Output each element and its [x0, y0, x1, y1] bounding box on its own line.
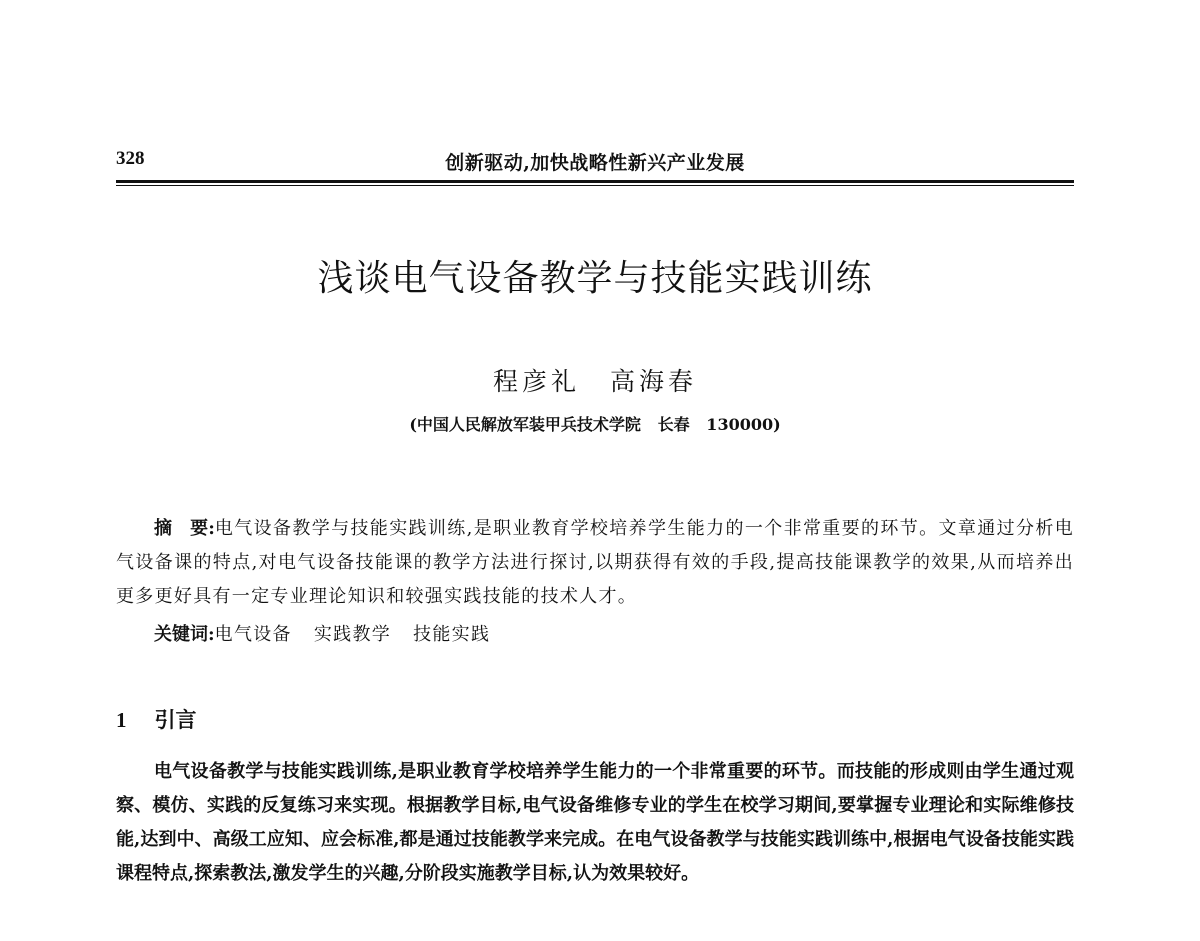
keywords	[154, 618, 1074, 652]
section-title: 引言	[154, 708, 197, 732]
article-title: 浅谈电气设备教学与技能实践训练	[317, 258, 873, 299]
section-heading	[116, 704, 197, 734]
author-list	[116, 362, 1074, 398]
body-paragraph: 电气设备教学与技能实践训练,是职业教育学校培养学生能力的一个非常重要的环节。而技能的形成则由学生通过观察、模仿、实践的反复练习来实现。根据教学目标,电气设备维修专业的学生在校学习期间,要掌握专业理论和实际维修技能,达到中、高级工应知、应会标准,都是通过技能教学来完成。在电气设备教学与技能实践训练中,根据电气设备技能实践课程特点,探索教法,激发学生的兴趣,分阶段实施教学目标,认为效果较好。	[116, 761, 1074, 884]
author-name: 程彦礼	[493, 367, 581, 396]
section-number: 1	[116, 708, 127, 732]
running-header	[116, 144, 1074, 174]
affiliation: (中国人民解放军装甲兵技术学院 长春 130000)	[409, 415, 781, 434]
header-rule-thick	[116, 180, 1074, 183]
abstract-text: 电气设备教学与技能实践训练,是职业教育学校培养学生能力的一个非常重要的环节。文章通过分析电气设备课的特点,对电气设备技能课的教学方法进行探讨,以期获得有效的手段,提高技能课教学的效果,从而培养出更多更好具有一定专业理论知识和较强实践技能的技术人才。	[116, 518, 1074, 607]
keyword: 实践教学	[313, 624, 392, 645]
author-name: 高海春	[609, 367, 697, 396]
abstract-label: 摘 要:	[154, 518, 215, 539]
keyword: 电气设备	[214, 624, 292, 645]
page-number: 328	[116, 148, 145, 169]
abstract	[116, 512, 1074, 614]
journal-title: 创新驱动,加快战略性新兴产业发展	[445, 152, 745, 174]
keyword: 技能实践	[413, 624, 491, 645]
keywords-label: 关键词:	[154, 624, 215, 645]
header-rule-thin	[116, 185, 1074, 186]
